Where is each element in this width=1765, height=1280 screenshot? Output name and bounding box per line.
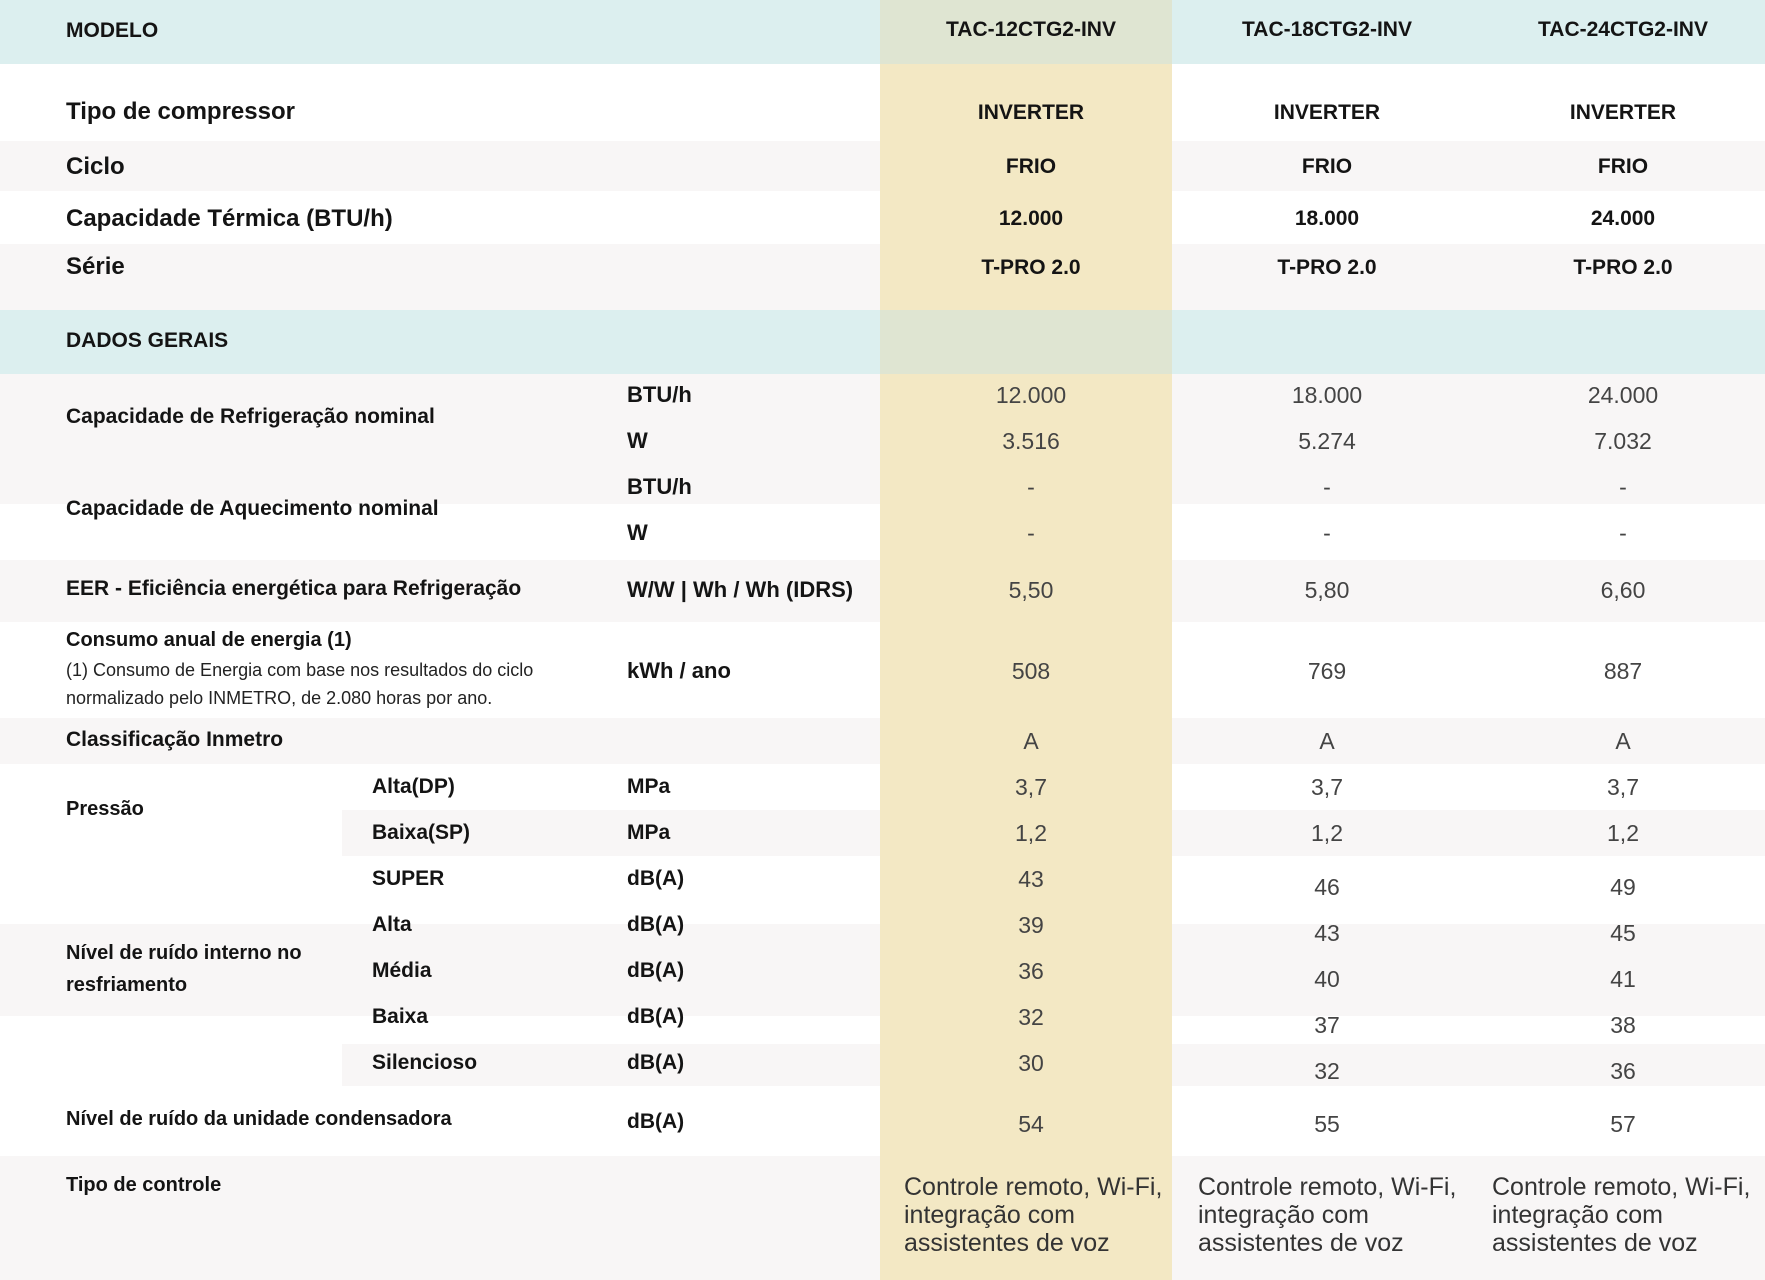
sub-label: Baixa <box>372 1005 429 1028</box>
row-label: Nível de ruído da unidade condensadora <box>66 1108 452 1130</box>
unit-label: BTU/h <box>627 474 692 499</box>
unit-label: dB(A) <box>627 913 685 936</box>
cell-value: 37 <box>1314 1012 1340 1038</box>
cell-value: - <box>1619 474 1627 500</box>
cell-value: - <box>1027 520 1035 546</box>
cell-value: Controle remoto, Wi-Fi, integração com assistentes de voz <box>1492 1173 1751 1257</box>
unit-label: W/W | Wh / Wh (IDRS) <box>627 577 854 602</box>
row-label: Nível de ruído interno no <box>66 942 302 964</box>
cell-value: 55 <box>1314 1111 1340 1137</box>
cell-value: 18.000 <box>1291 382 1363 408</box>
sub-label: Baixa(SP) <box>372 821 471 844</box>
cell-value: 41 <box>1610 966 1636 992</box>
cell-value: 32 <box>1018 1004 1044 1030</box>
cell-value: 46 <box>1314 874 1340 900</box>
cell-value: INVERTER <box>1273 101 1381 124</box>
unit-label: MPa <box>627 821 671 844</box>
cell-value: 43 <box>1018 866 1044 892</box>
model-label: MODELO <box>66 19 159 42</box>
unit-label: BTU/h <box>627 382 692 407</box>
cell-value: 49 <box>1610 874 1636 900</box>
cell-value: 6,60 <box>1600 577 1646 603</box>
cell-value: T-PRO 2.0 <box>981 256 1081 279</box>
unit-label: dB(A) <box>627 1110 685 1133</box>
cell-value: 40 <box>1314 966 1340 992</box>
highlight-section-cell <box>880 310 1172 374</box>
cell-value: 3,7 <box>1607 774 1639 800</box>
cell-value: 3,7 <box>1015 774 1047 800</box>
row-label: Classificação Inmetro <box>66 728 284 751</box>
cell-value: 5.274 <box>1298 428 1356 454</box>
cell-value: 57 <box>1610 1111 1636 1137</box>
row-label: EER - Eficiência energética para Refrigeração <box>66 577 522 600</box>
section-title: DADOS GERAIS <box>66 329 229 352</box>
cell-value: 45 <box>1610 920 1636 946</box>
cell-value: T-PRO 2.0 <box>1573 256 1673 279</box>
unit-label: W <box>627 520 648 545</box>
row-label: Capacidade de Refrigeração nominal <box>66 405 435 428</box>
cell-value: 24.000 <box>1590 207 1656 230</box>
cell-value: 1,2 <box>1015 820 1047 846</box>
cell-value: INVERTER <box>1569 101 1677 124</box>
sub-label: Alta(DP) <box>372 775 455 798</box>
cell-value: A <box>1023 728 1039 754</box>
row-label: Capacidade de Aquecimento nominal <box>66 497 439 520</box>
cell-value: 12.000 <box>998 207 1064 230</box>
cell-value: A <box>1319 728 1335 754</box>
unit-label: dB(A) <box>627 1051 685 1074</box>
cell-value: 508 <box>1011 658 1051 684</box>
footnote-line: (1) Consumo de Energia com base nos resultados do ciclo <box>66 660 534 680</box>
row-label: Ciclo <box>66 153 125 180</box>
cell-value: 30 <box>1018 1050 1044 1076</box>
sub-label: Alta <box>372 913 412 936</box>
cell-value: 3,7 <box>1311 774 1343 800</box>
cell-value: 887 <box>1603 658 1643 684</box>
model-name-3: TAC-24CTG2-INV <box>1538 18 1708 41</box>
cell-value: 1,2 <box>1311 820 1343 846</box>
highlight-column <box>880 0 1172 1280</box>
row-label: Capacidade Térmica (BTU/h) <box>66 205 393 232</box>
row-label: Série <box>66 253 125 280</box>
unit-label: dB(A) <box>627 959 685 982</box>
cell-value: INVERTER <box>977 101 1085 124</box>
unit-label: MPa <box>627 775 671 798</box>
unit-label: kWh / ano <box>627 658 731 683</box>
row-label: Pressão <box>66 798 144 820</box>
sub-label: Silencioso <box>372 1051 478 1074</box>
cell-value: 54 <box>1018 1111 1044 1137</box>
cell-value: 43 <box>1314 920 1340 946</box>
model-name-2: TAC-18CTG2-INV <box>1242 18 1412 41</box>
cell-value: T-PRO 2.0 <box>1277 256 1377 279</box>
cell-value: A <box>1615 728 1631 754</box>
cell-value: FRIO <box>1005 155 1057 178</box>
sub-label: SUPER <box>372 867 445 890</box>
sub-label: Média <box>372 959 432 982</box>
cell-value: 769 <box>1307 658 1347 684</box>
cell-value: 3.516 <box>1002 428 1060 454</box>
row-label: resfriamento <box>66 974 188 996</box>
cell-value: 24.000 <box>1587 382 1659 408</box>
unit-label: W <box>627 428 648 453</box>
unit-label: dB(A) <box>627 867 685 890</box>
footnote-line: normalizado pelo INMETRO, de 2.080 horas por ano. <box>66 688 493 708</box>
row-label: Consumo anual de energia (1) <box>66 629 352 651</box>
cell-value: 5,80 <box>1304 577 1350 603</box>
row-label: Tipo de controle <box>66 1174 222 1196</box>
unit-label: dB(A) <box>627 1005 685 1028</box>
cell-value: 7.032 <box>1594 428 1652 454</box>
cell-value: FRIO <box>1597 155 1649 178</box>
cell-value: 36 <box>1018 958 1044 984</box>
cell-value: 1,2 <box>1607 820 1639 846</box>
cell-value: - <box>1027 474 1035 500</box>
row-label: Tipo de compressor <box>66 98 295 125</box>
cell-value: 18.000 <box>1294 207 1360 230</box>
cell-value: - <box>1323 474 1331 500</box>
cell-value: 36 <box>1610 1058 1636 1084</box>
model-name-1: TAC-12CTG2-INV <box>946 18 1116 41</box>
cell-value: - <box>1619 520 1627 546</box>
cell-value: FRIO <box>1301 155 1353 178</box>
cell-value: Controle remoto, Wi-Fi, integração com assistentes de voz <box>1198 1173 1457 1257</box>
cell-value: Controle remoto, Wi-Fi, integração com assistentes de voz <box>904 1173 1163 1257</box>
cell-value: 39 <box>1018 912 1044 938</box>
cell-value: 32 <box>1314 1058 1340 1084</box>
cell-value: 12.000 <box>995 382 1067 408</box>
cell-value: - <box>1323 520 1331 546</box>
cell-value: 5,50 <box>1008 577 1054 603</box>
cell-value: 38 <box>1610 1012 1636 1038</box>
